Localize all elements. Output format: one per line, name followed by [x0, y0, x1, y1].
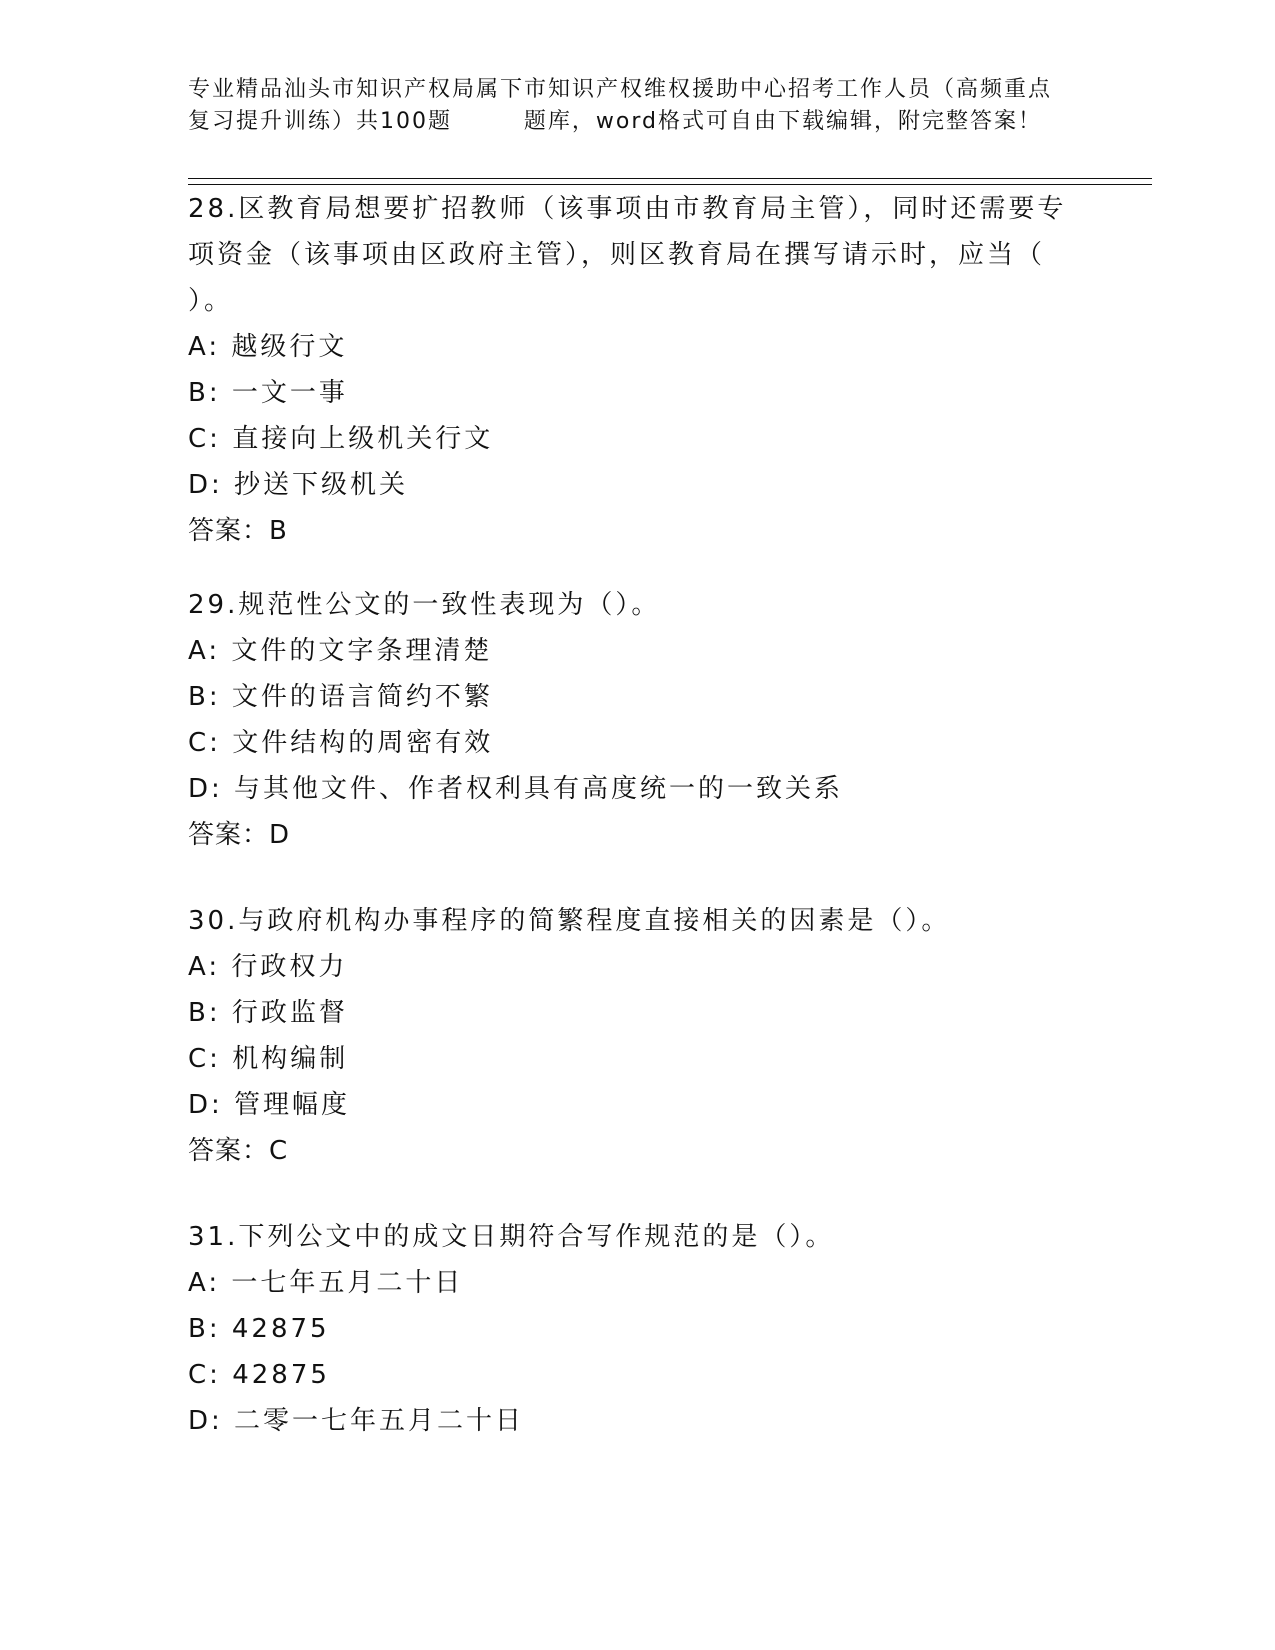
- question-stem: [188, 898, 1088, 944]
- option-letter: A:: [188, 952, 221, 982]
- option-a: [188, 1260, 1088, 1306]
- header-line-1: 专业精品汕头市知识产权局属下市知识产权维权援助中心招考工作人员（高频重点: [188, 77, 1053, 102]
- option-a: [188, 944, 1088, 990]
- option-letter: D:: [188, 1406, 223, 1436]
- stem-line: 29.规范性公文的一致性表现为（）。: [188, 590, 661, 620]
- question-stem: [188, 1214, 1088, 1260]
- option-b: [188, 990, 1088, 1036]
- header-rule-bottom: [188, 184, 1152, 185]
- stem-line: 28.区教育局想要扩招教师（该事项由市教育局主管），同时还需要专: [188, 194, 1067, 224]
- option-text: 42875: [231, 1314, 330, 1344]
- option-c: [188, 720, 1088, 766]
- question-stem: [188, 582, 1088, 628]
- option-text: 行政权力: [231, 952, 348, 982]
- option-text: 直接向上级机关行文: [232, 424, 494, 454]
- option-letter: C:: [188, 424, 221, 454]
- option-text: 越级行文: [231, 332, 348, 362]
- option-letter: D:: [188, 774, 223, 804]
- option-letter: B:: [188, 1314, 221, 1344]
- option-text: 42875: [232, 1360, 330, 1390]
- option-text: 行政监督: [231, 998, 348, 1028]
- document-header: [188, 74, 1088, 138]
- option-letter: C:: [188, 1044, 221, 1074]
- option-letter: A:: [188, 332, 221, 362]
- option-letter: A:: [188, 1268, 221, 1298]
- option-text: 文件的语言简约不繁: [231, 682, 493, 712]
- question-31: [188, 1214, 1088, 1444]
- stem-line: 31.下列公文中的成文日期符合写作规范的是（）。: [188, 1222, 835, 1252]
- question-28: [188, 186, 1088, 554]
- option-text: 一文一事: [231, 378, 348, 408]
- option-text: 与其他文件、作者权利具有高度统一的一致关系: [234, 774, 844, 804]
- question-30: [188, 898, 1088, 1174]
- option-letter: D:: [188, 1090, 223, 1120]
- answer: 答案：C: [188, 1136, 289, 1166]
- option-text: 二零一七年五月二十日: [234, 1406, 525, 1436]
- option-a: [188, 628, 1088, 674]
- option-d: [188, 462, 1088, 508]
- option-letter: C:: [188, 728, 221, 758]
- answer: 答案：B: [188, 516, 288, 546]
- option-text: 机构编制: [232, 1044, 349, 1074]
- option-b: [188, 370, 1088, 416]
- header-line-2: 复习提升训练）共100题 题库，word格式可自由下载编辑，附完整答案！: [188, 109, 1043, 134]
- option-text: 一七年五月二十日: [231, 1268, 464, 1298]
- stem-line: 30.与政府机构办事程序的简繁程度直接相关的因素是（）。: [188, 906, 951, 936]
- option-d: [188, 766, 1088, 812]
- option-letter: C:: [188, 1360, 221, 1390]
- option-a: [188, 324, 1088, 370]
- stem-line: ）。: [188, 286, 234, 316]
- stem-line: 项资金（该事项由区政府主管），则区教育局在撰写请示时，应当（: [188, 240, 1046, 270]
- option-d: [188, 1082, 1088, 1128]
- option-b: [188, 1306, 1088, 1352]
- option-text: 管理幅度: [234, 1090, 351, 1120]
- option-c: [188, 1352, 1088, 1398]
- question-29: [188, 582, 1088, 858]
- option-text: 文件的文字条理清楚: [231, 636, 493, 666]
- option-c: [188, 1036, 1088, 1082]
- option-letter: B:: [188, 378, 221, 408]
- answer: 答案：D: [188, 820, 291, 850]
- option-letter: A:: [188, 636, 221, 666]
- header-rule-top: [188, 178, 1152, 179]
- option-text: 文件结构的周密有效: [232, 728, 494, 758]
- option-c: [188, 416, 1088, 462]
- option-text: 抄送下级机关: [234, 470, 409, 500]
- option-d: [188, 1398, 1088, 1444]
- question-stem: [188, 186, 1088, 324]
- option-letter: D:: [188, 470, 223, 500]
- option-b: [188, 674, 1088, 720]
- option-letter: B:: [188, 998, 221, 1028]
- option-letter: B:: [188, 682, 221, 712]
